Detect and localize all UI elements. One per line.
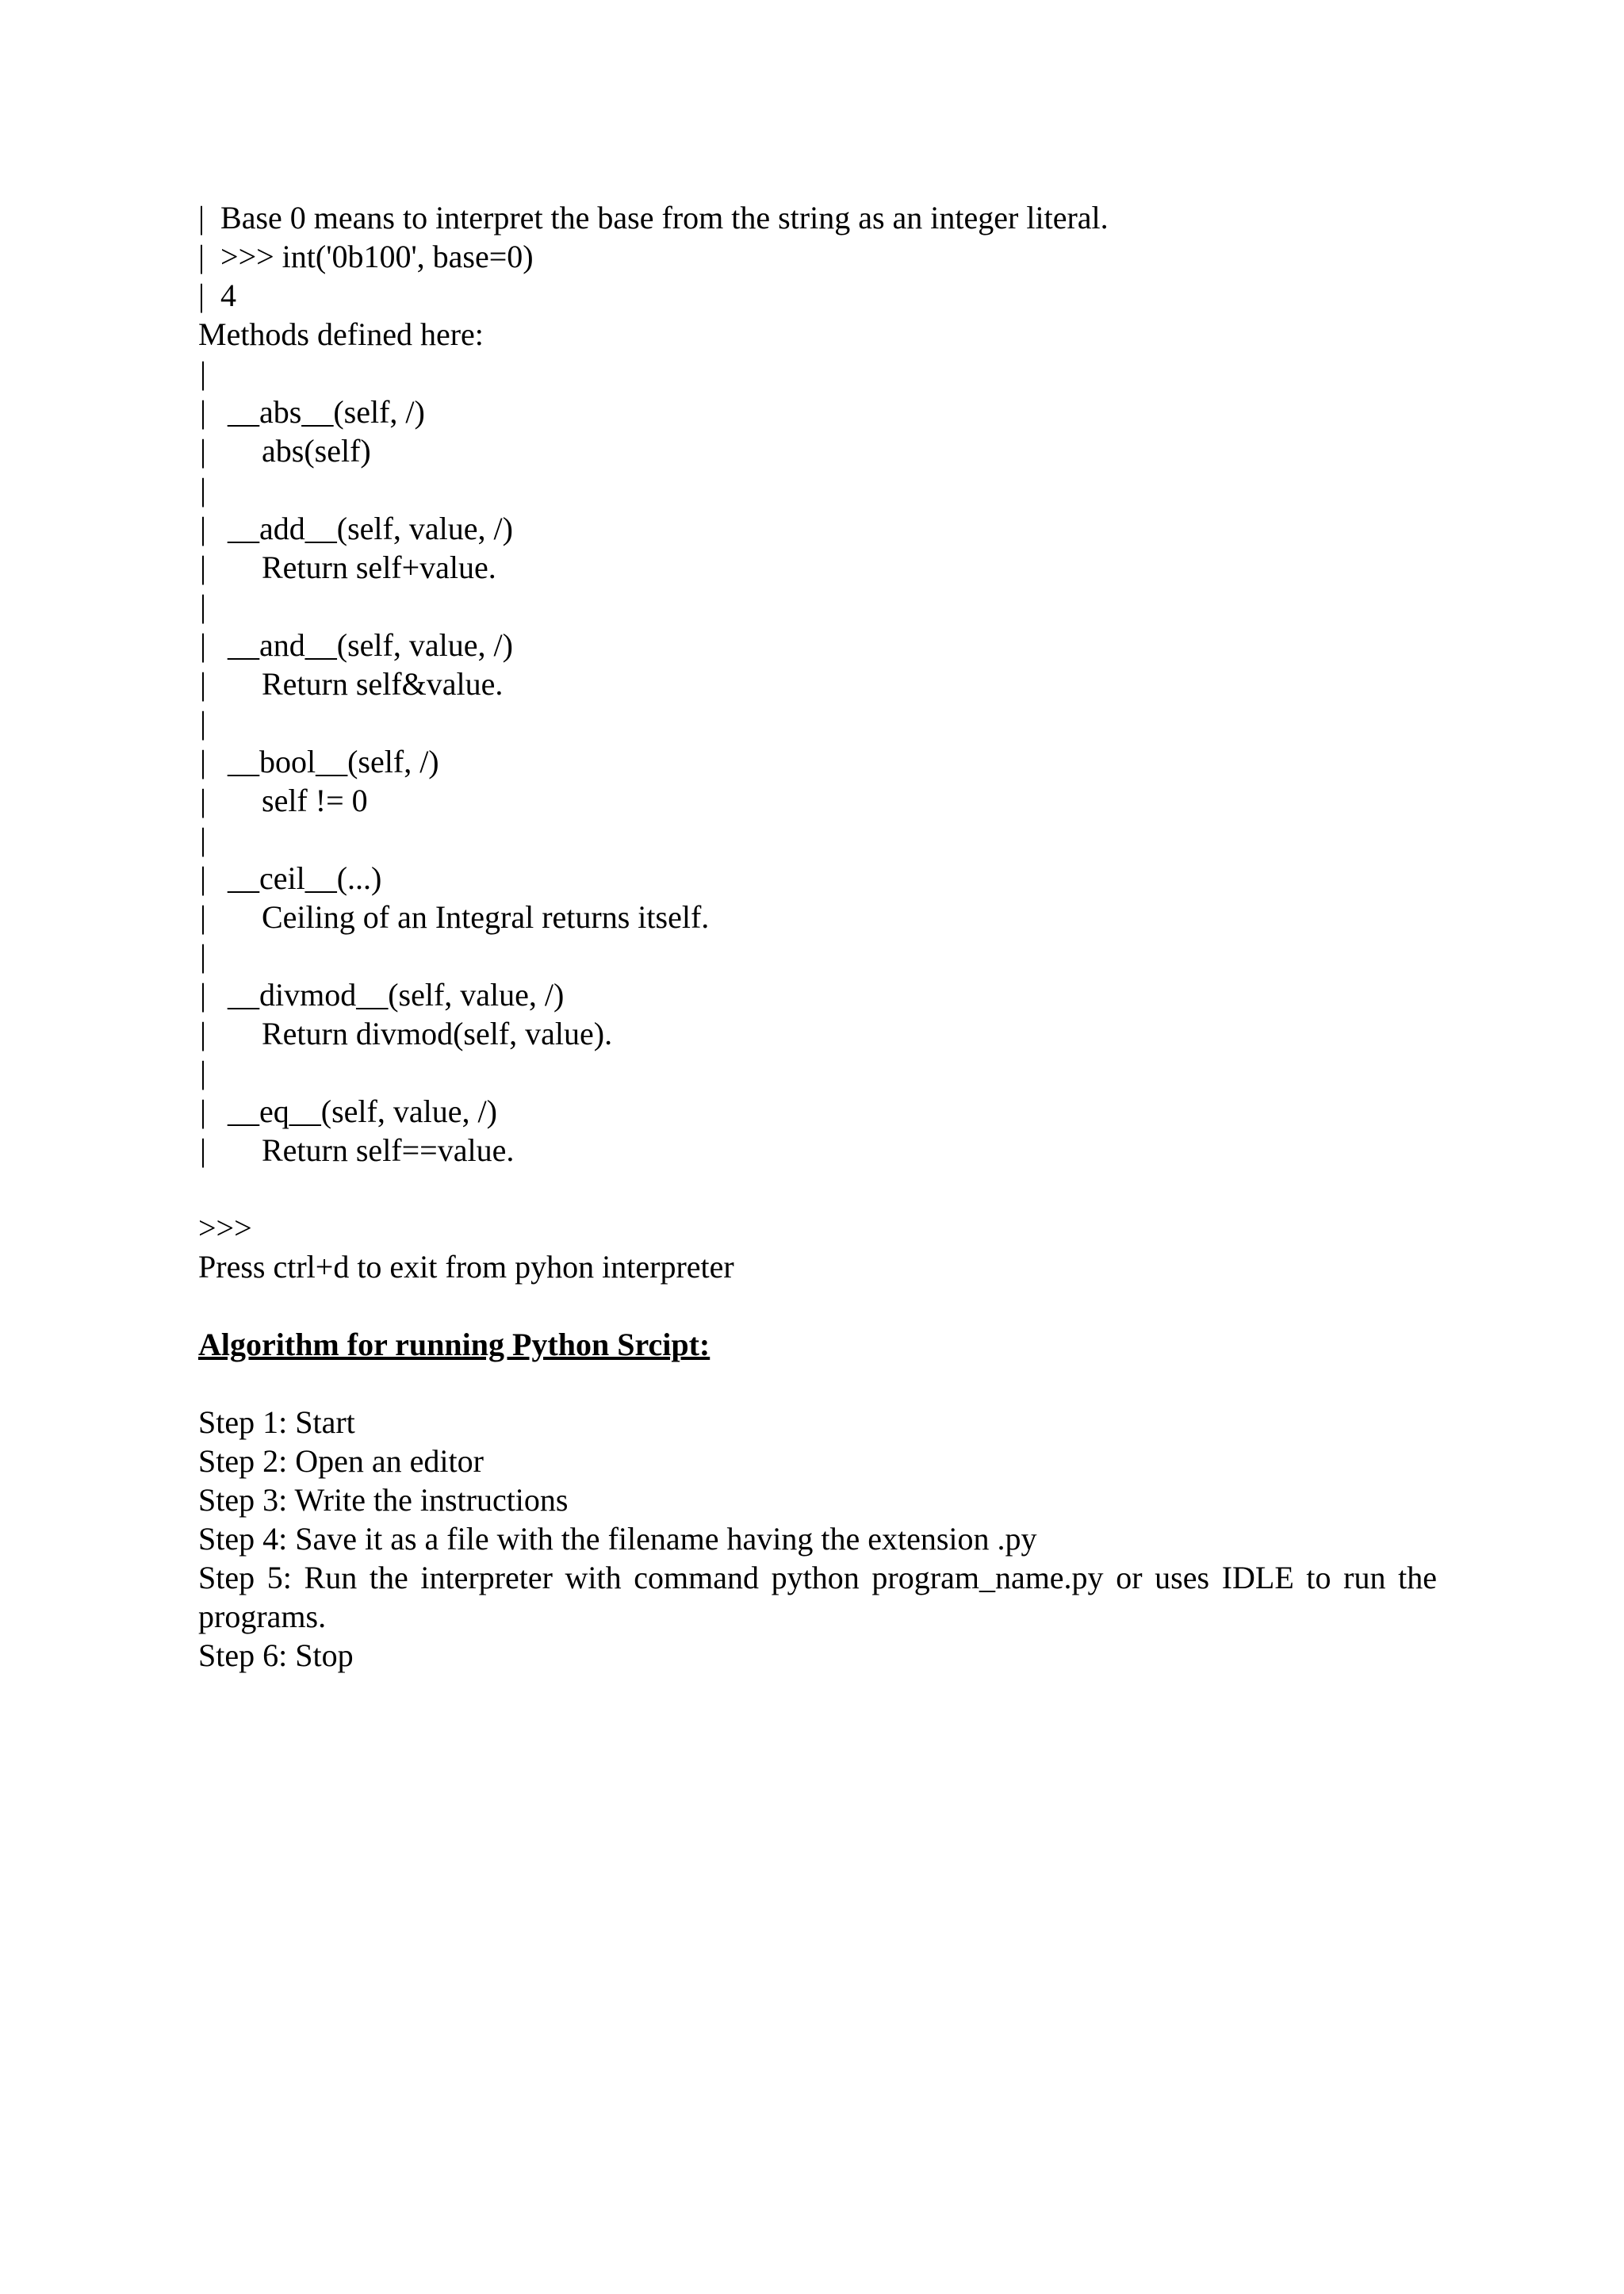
method-doc: Return self&value.: [262, 666, 504, 702]
methods-heading: Methods defined here:: [198, 316, 484, 352]
example-call: | >>> int('0b100', base=0): [198, 239, 534, 274]
bar-spacer: |: [200, 705, 207, 741]
algorithm-step: Step 3: Write the instructions: [198, 1482, 569, 1518]
bar-signature: |: [200, 511, 207, 546]
bar-spacer: |: [200, 1055, 207, 1090]
bar-signature: |: [200, 860, 207, 896]
bar-signature: |: [200, 627, 207, 663]
method-doc: Ceiling of an Integral returns itself.: [262, 899, 710, 935]
method-doc: abs(self): [262, 433, 371, 469]
base-zero-note: | Base 0 means to interpret the base from the string as an integer literal.: [198, 200, 1109, 236]
method-signature: __eq__(self, value, /): [228, 1093, 497, 1129]
algorithm-step: Step 1: Start: [198, 1404, 355, 1440]
algorithm-step: Step 2: Open an editor: [198, 1443, 484, 1479]
exit-note: Press ctrl+d to exit from pyhon interpreter: [198, 1249, 734, 1285]
bar-doc: |: [200, 666, 207, 702]
interpreter-prompt: >>>: [198, 1210, 252, 1246]
method-signature: __and__(self, value, /): [228, 627, 513, 663]
bar-spacer: |: [200, 938, 207, 974]
bar-spacer: |: [200, 588, 207, 624]
example-result: | 4: [198, 278, 237, 313]
bar-spacer: |: [200, 355, 207, 391]
bar-spacer: |: [200, 821, 207, 857]
method-doc: self != 0: [262, 783, 368, 818]
method-doc: Return divmod(self, value).: [262, 1016, 613, 1051]
bar-spacer: |: [200, 472, 207, 507]
bar-doc: |: [200, 899, 207, 935]
bar-signature: |: [200, 394, 207, 430]
bar-signature: |: [200, 744, 207, 779]
method-doc: Return self+value.: [262, 550, 496, 585]
bar-doc: |: [200, 433, 207, 469]
bar-doc: |: [200, 1132, 207, 1168]
algorithm-step: Step 4: Save it as a file with the filename having the extension .py: [198, 1521, 1037, 1557]
method-signature: __add__(self, value, /): [228, 511, 513, 546]
bar-doc: |: [200, 783, 207, 818]
algorithm-step: Step 6: Stop: [198, 1637, 354, 1673]
bar-doc: |: [200, 1016, 207, 1051]
method-signature: __ceil__(...): [228, 860, 382, 896]
bar-doc: |: [200, 550, 207, 585]
bar-signature: |: [200, 977, 207, 1013]
method-doc: Return self==value.: [262, 1132, 515, 1168]
method-signature: __abs__(self, /): [228, 394, 425, 430]
algorithm-step: Step 5: Run the interpreter with command python program_name.py or uses IDLE to run the: [198, 1560, 1437, 1595]
method-signature: __bool__(self, /): [228, 744, 439, 779]
method-signature: __divmod__(self, value, /): [228, 977, 565, 1013]
algorithm-heading: Algorithm for running Python Srcipt:: [198, 1327, 710, 1362]
bar-signature: |: [200, 1093, 207, 1129]
algorithm-step-continuation: programs.: [198, 1599, 327, 1634]
